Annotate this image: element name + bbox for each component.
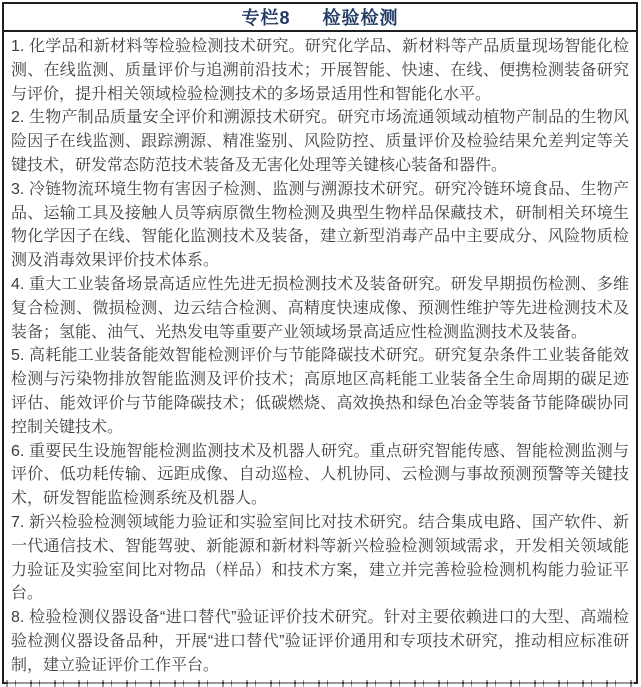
panel-title-number: 专栏8 — [241, 8, 291, 28]
panel-item-8: 8. 检验检测仪器设备“进口替代”验证评价技术研究。针对主要依赖进口的大型、高端检验检测仪器设备品种，开展“进口替代”验证评价通用和专项技术研究，推动相应标准研制，建立验证评价工作平台。 — [11, 609, 629, 674]
panel-item-7: 7. 新兴检验检测领域能力验证和实验室间比对技术研究。结合集成电路、国产软件、新一代通信技术、智能驾驶、新能源和新材料等新兴检验检测领域需求，开发相关领域能力验证及实验室间比对物品（样品）和技术方案，建立并完善检验检测机构能力验证平台。 — [11, 513, 629, 603]
column-panel — [2, 2, 638, 684]
panel-body — [4, 32, 636, 682]
panel-item-1: 1. 化学品和新材料等检验检测技术研究。研究化学品、新材料等产品质量现场智能化检测、在线监测、质量评价与追溯前沿技术；开展智能、快速、在线、便携检测装备研究与评价，提升相关领域检验检测技术的多场景适用性和智能化水平。 — [11, 38, 629, 103]
panel-item-2: 2. 生物产制品质量安全评价和溯源技术研究。研究市场流通领域动植物产制品的生物风险因子在线监测、跟踪溯源、精准鉴别、风险防控、质量评价及检验结果允差判定等关键技术，研发常态防范技术装备及无害化处理等关键核心装备和器件。 — [11, 109, 629, 174]
panel-item-5: 5. 高耗能工业装备能效智能检测评价与节能降碳技术研究。研究复杂条件工业装备能效检测与污染物排放智能监测及评价技术；高原地区高耗能工业装备全生命周期的碳足迹评估、能效评价与节能降碳技术；低碳燃烧、高效换热和绿色冶金等装备节能降碳协同控制关键技术。 — [11, 347, 629, 436]
panel-item-3: 3. 冷链物流环境生物有害因子检测、监测与溯源技术研究。研究冷链环境食品、生物产品、运输工具及接触人员等病原微生物检测及典型生物样品保藏技术，研制相关环境生物化学因子在线、智能化监测技术及装备，建立新型消毒产品中主要成分、风险物质检测及消毒效果评价技术体系。 — [11, 180, 629, 270]
panel-item-4: 4. 重大工业装备场景高适应性先进无损检测技术及装备研究。研发早期损伤检测、多维复合检测、微损检测、边云结合检测、高精度快速成像、预测性维护等先进检测技术及装备；氢能、油气、光热发电等重要产业领域场景高适应性检测监测技术及装备。 — [11, 275, 629, 341]
panel-item-6: 6. 重要民生设施智能检测监测技术及机器人研究。重点研究智能传感、智能检测监测与评价、低功耗传输、远距成像、自动巡检、人机协同、云检测与事故预测预警等关键技术，研发智能监检测系统及机器人。 — [11, 442, 629, 508]
panel-title-text: 检验检测 — [322, 8, 399, 28]
clipped-next-line-remnant — [6, 680, 634, 687]
panel-title-row — [4, 4, 636, 32]
